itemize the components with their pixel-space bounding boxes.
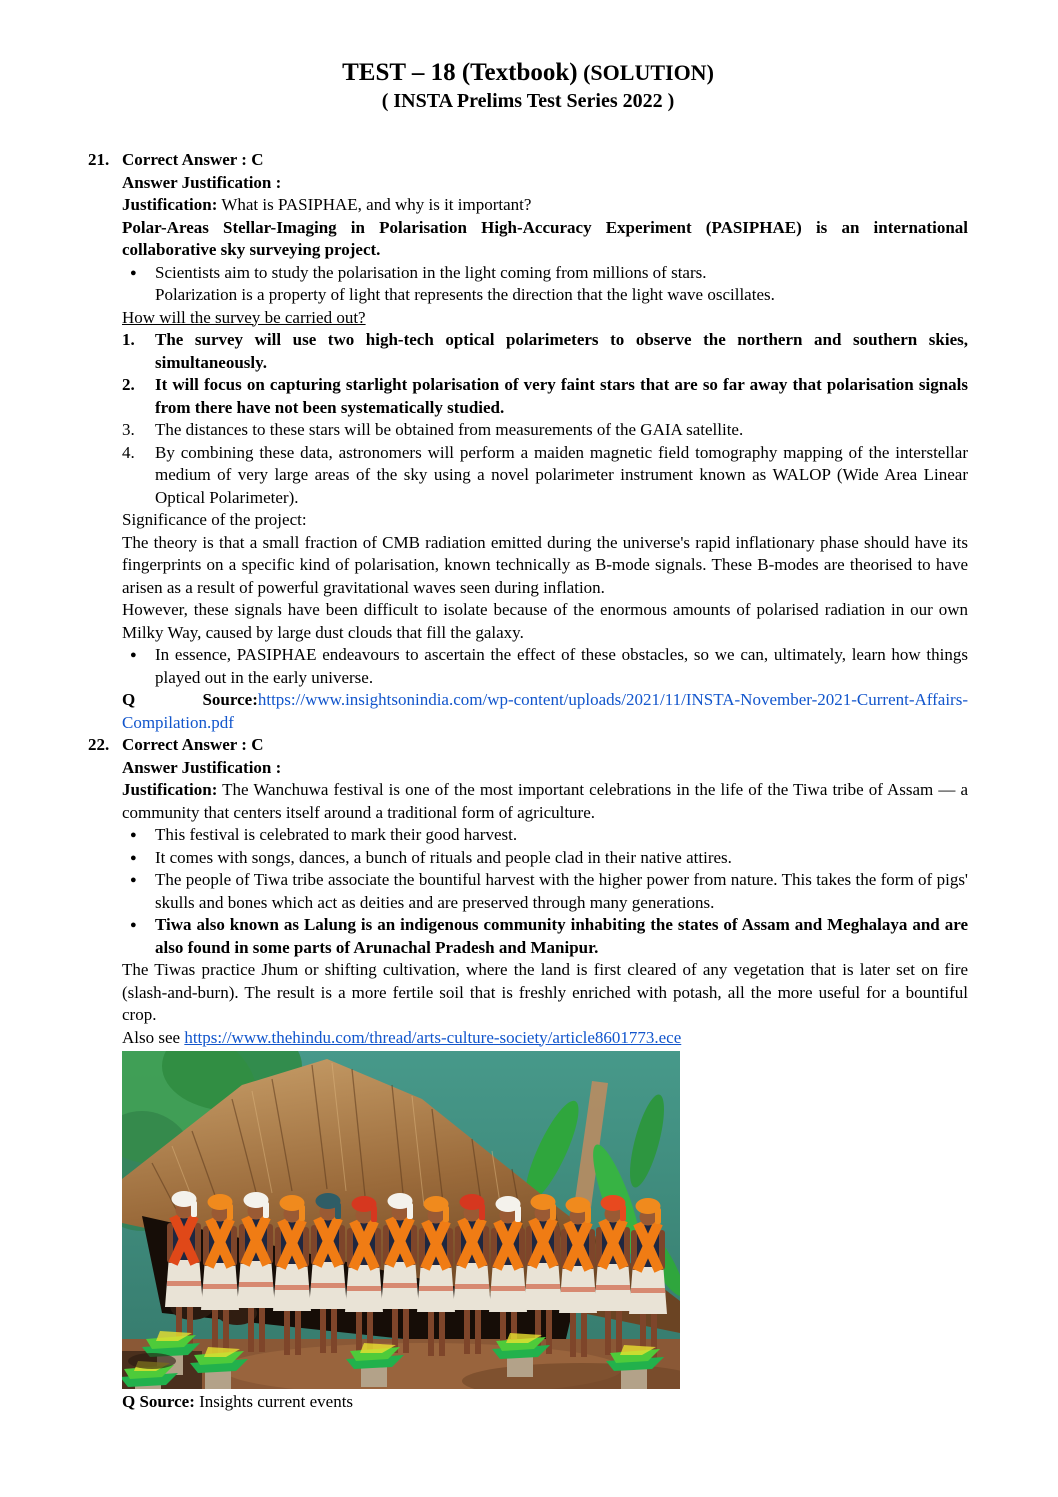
title-solution-tag: (SOLUTION)	[577, 60, 714, 85]
q22-also-see-link[interactable]: https://www.thehindu.com/thread/arts-culture-society/article8601773.ece	[184, 1027, 682, 1047]
document-header	[88, 58, 968, 115]
bullet-icon: ●	[130, 266, 137, 279]
bullet-icon: ●	[130, 829, 137, 841]
bullet-icon: ●	[130, 851, 137, 864]
q21-theory-paragraph: The theory is that a small fraction of CMB radiation emitted during the universe's rapid inflationary phase should have its fingerprints on a specific kind of polarisation, known technically as B-mode signals. These B-modes are theorised to have arisen as a result of powerful gravitational waves seen during inflation.	[122, 532, 968, 597]
q22-answer-justification-heading: Answer Justification :	[122, 757, 282, 777]
q22-bullet-4-text: Tiwa also known as Lalung is an indigenous community inhabiting the states of Assam and Meghalaya and are also found in some parts of Arunachal Pradesh and Manipur.	[155, 915, 968, 957]
page-subtitle: ( INSTA Prelims Test Series 2022 )	[381, 90, 675, 112]
q21-bullet-1-cont-text: Polarization is a property of light that represents the direction that the light wave oscillates.	[155, 285, 775, 304]
question-21-number: 21.	[88, 150, 110, 169]
title-main: TEST – 18 (Textbook)	[342, 59, 578, 86]
q21-source-label: Q Source:	[122, 690, 258, 709]
q22-correct-answer: Correct Answer : C	[122, 735, 264, 754]
q21-numbered-item-1	[122, 329, 968, 374]
item-text: It will focus on capturing starlight polarisation of very faint stars that are so far away that polarisation signals from there have not been systematically studied.	[155, 375, 968, 417]
page-title	[88, 58, 968, 88]
bullet-icon: ●	[130, 649, 137, 661]
question-22	[88, 734, 968, 1414]
q22-source-line	[122, 1391, 968, 1414]
q22-also-see-label: Also see	[122, 1027, 185, 1047]
item-number: 4.	[122, 442, 135, 462]
bullet-icon: ●	[130, 919, 137, 931]
question-21	[88, 149, 968, 734]
item-text: The distances to these stars will be obtained from measurements of the GAIA satellite.	[155, 420, 744, 439]
q22-justification-line	[122, 779, 968, 824]
q22-source-text: Insights current events	[194, 1392, 354, 1411]
q22-bullet-1-text: This festival is celebrated to mark their good harvest.	[155, 825, 518, 844]
q21-bullet-1-continuation	[122, 284, 968, 307]
q21-source-line	[122, 689, 968, 734]
q21-answer-justification-heading: Answer Justification :	[122, 172, 282, 192]
item-number: 1.	[122, 330, 135, 349]
q21-intro-paragraph: Polar-Areas Stellar-Imaging in Polarisation High-Accuracy Experiment (PASIPHAE) is an international collaborative sky surveying project.	[122, 217, 968, 259]
q21-numbered-item-2	[122, 374, 968, 419]
item-text: By combining these data, astronomers will perform a maiden magnetic field tomography mapping of the interstellar medium of very large areas of the sky using a novel polarimeter instrument known as WALOP (Wide Area Linear Optical Polarimeter).	[155, 442, 968, 507]
q21-survey-heading: How will the survey be carried out?	[122, 307, 366, 327]
q21-bullet-1-text: Scientists aim to study the polarisation in the light coming from millions of stars.	[155, 262, 707, 282]
q22-bullet-2	[122, 847, 968, 870]
bullet-icon: ●	[130, 874, 137, 886]
q22-justification-label: Justification:	[122, 780, 218, 799]
q21-source-link[interactable]: https://www.insightsonindia.com/wp-content/uploads/2021/11/INSTA-November-2021-Current-Affairs-Compilation.pdf	[122, 690, 968, 732]
q22-bullet-4	[122, 914, 968, 959]
q21-numbered-item-3	[122, 419, 968, 442]
q21-justification-label: Justification:	[122, 195, 218, 214]
q21-bullet-2	[122, 644, 968, 689]
item-text: The survey will use two high-tech optical polarimeters to observe the northern and southern skies, simultaneously.	[155, 330, 968, 372]
item-number: 3.	[122, 420, 135, 439]
bullet-spacer	[122, 284, 155, 307]
q22-bullet-2-text: It comes with songs, dances, a bunch of rituals and people clad in their native attires.	[155, 847, 732, 867]
q21-bullet-1	[122, 262, 968, 285]
q21-bullet-2-text: In essence, PASIPHAE endeavours to ascertain the effect of these obstacles, so we can, ultimately, learn how things played out in the early universe.	[155, 645, 968, 687]
q21-justification-text: What is PASIPHAE, and why is it important?	[217, 195, 532, 214]
q22-justification-text: The Wanchuwa festival is one of the most important celebrations in the life of the Tiwa tribe of Assam — a community that centers itself around a traditional form of agriculture.	[122, 780, 968, 822]
q22-source-label: Q Source:	[122, 1392, 195, 1411]
question-22-number: 22.	[88, 735, 110, 754]
q22-also-see-line	[122, 1027, 968, 1050]
q22-bullet-3-text: The people of Tiwa tribe associate the bountiful harvest with the higher power from nature. This takes the form of pigs' skulls and bones which act as deities and are preserved through many generations.	[155, 870, 968, 912]
q21-correct-answer: Correct Answer : C	[122, 150, 264, 169]
q21-numbered-item-4	[122, 442, 968, 510]
wanchuwa-festival-photo	[122, 1051, 680, 1389]
q21-however-paragraph: However, these signals have been difficult to isolate because of the enormous amounts of polarised radiation in our own Milky Way, caused by large dust clouds that fill the galaxy.	[122, 600, 968, 642]
q21-justification-line	[122, 194, 968, 217]
q22-jhum-paragraph: The Tiwas practice Jhum or shifting cultivation, where the land is first cleared of any vegetation that is later set on fire (slash-and-burn). The result is a more fertile soil that is freshly enriched with potash, all the more useful for a bountiful crop.	[122, 960, 968, 1024]
q22-bullet-1	[122, 824, 968, 847]
q21-significance-heading: Significance of the project:	[122, 510, 307, 529]
item-number: 2.	[122, 375, 135, 394]
q22-bullet-3	[122, 869, 968, 914]
